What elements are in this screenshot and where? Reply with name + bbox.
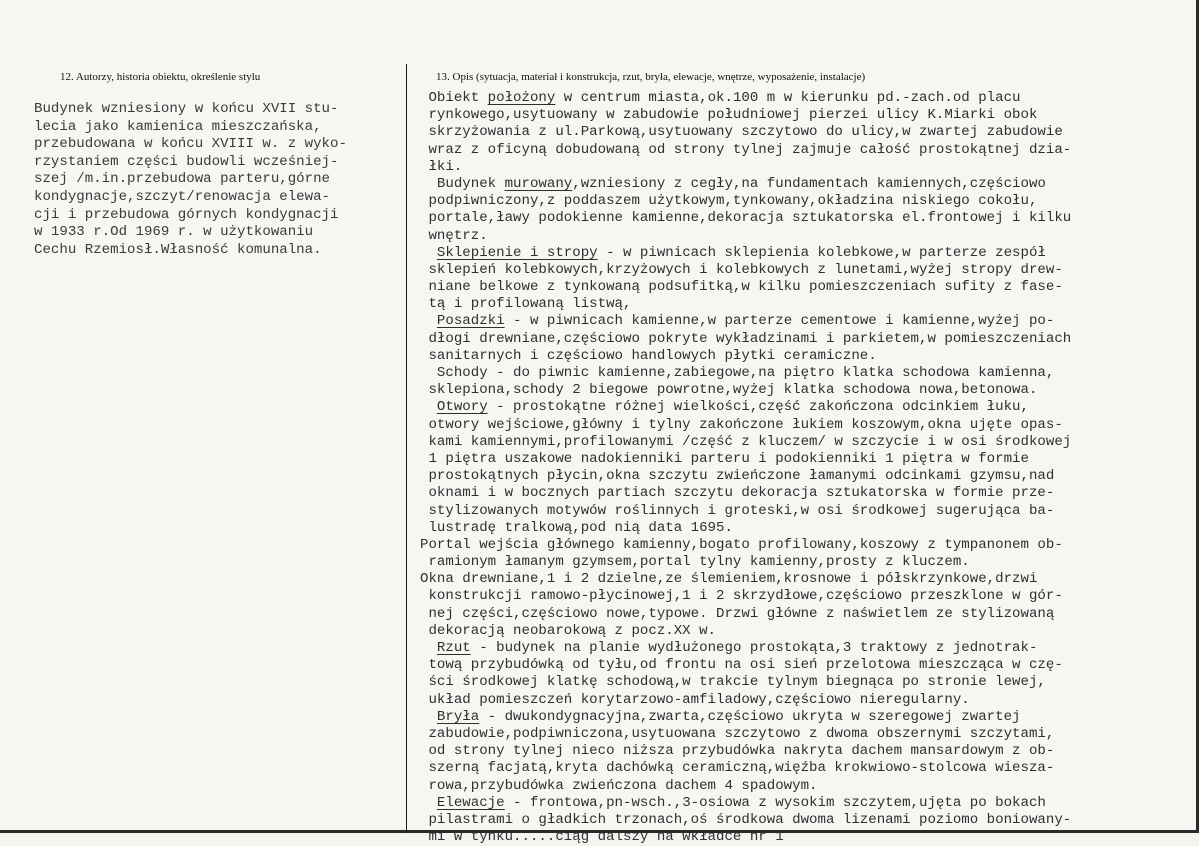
section-13-line: kami kamiennymi,profilowanymi /część z kluczem/ w szczycie i w osi środkowej xyxy=(420,433,1072,450)
section-13-line: Sklepienie i stropy - w piwnicach sklepienia kolebkowe,w parterze zespół xyxy=(436,244,1046,261)
section-13-line: nej części,częściowo nowe,typowe. Drzwi główne z naświetlem ze stylizowaną xyxy=(420,605,1055,622)
section-12-text xyxy=(34,101,404,259)
section-13-line: pilastrami o gładkich trzonach,oś środkowa dwoma lizenami poziomo boniowany- xyxy=(420,811,1072,828)
section-13-line: Schody - do piwnic kamienne,zabiegowe,na piętro klatka schodowa kamienna, xyxy=(420,365,1055,381)
section-12-line: cji i przebudowa górnych kondygnacji xyxy=(34,206,339,223)
section-12-line: Budynek wzniesiony w końcu XVII stu- xyxy=(34,101,339,117)
section-12-line: szej /m.in.przebudowa parteru,górne xyxy=(34,171,331,188)
section-13-line: sanitarnych i częściowo handlowych płytki ceramiczne. xyxy=(420,347,877,364)
section-13-text xyxy=(420,90,1198,846)
section-13-line: rowa,przybudówka zwieńczona dachem 4 spadowym. xyxy=(420,777,818,794)
section-13-line: dekoracją neobarokową z pocz.XX w. xyxy=(420,622,717,639)
section-13-line: niane belkowe z tynkowaną podsufitką,w kilku pomieszczeniach sufity z fase- xyxy=(420,279,1063,296)
section-13-line: lustradę tralkową,pod nią data 1695. xyxy=(420,519,733,536)
section-13-line: ramionym łamanym gzymsem,portal tylny kamienny,prosty z kluczem. xyxy=(420,554,970,571)
section-13-line: dłogi drewniane,częściowo pokryte wykładzinami i parkietem,w pomieszczeniach xyxy=(420,330,1072,347)
section-13-line: Posadzki - w piwnicach kamienne,w parterze cementowe i kamienne,wyżej po- xyxy=(436,313,1055,330)
section-13-header: 13. Opis (sytuacja, materiał i konstrukcja, rzut, bryła, elewacje, wnętrze, wyposażenie, instalacje) xyxy=(436,71,866,83)
section-13-line: łki. xyxy=(420,158,463,175)
section-13-line: układ pomieszczeń korytarzowo-amfiladowy,częściowo nieregularny. xyxy=(420,691,970,708)
section-13-line: sklepiona,schody 2 biegowe powrotne,wyżej klatka schodowa nowa,betonowa. xyxy=(420,382,1038,399)
section-13-line: podpiwniczony,z poddaszem użytkowym,tynkowany,okładzina niskiego cokołu, xyxy=(420,193,1038,210)
section-13-line: wnętrz. xyxy=(420,227,488,244)
section-13-line: Rzut - budynek na planie wydłużonego prostokąta,3 traktowy z jednotrak- xyxy=(436,640,1038,656)
section-13-line: konstrukcji ramowo-płycinowej,1 i 2 skrzydłowe,częściowo przeszklone w gór- xyxy=(420,588,1063,605)
section-13-line: prostokątnych płycin,okna szczytu zwieńczone łamanymi odcinkami gzymsu,nad xyxy=(420,468,1055,485)
section-13-line: Obiekt położony w centrum miasta,ok.100 m w kierunku pd.-zach.od placu xyxy=(420,90,1021,106)
section-13-line: Otwory - prostokątne różnej wielkości,część zakończona odcinkiem łuku, xyxy=(436,399,1029,416)
section-12-line: Cechu Rzemiosł.Własność komunalna. xyxy=(34,241,322,258)
section-13-line: mi w tynku.....ciąg dalszy na wkładce nr 1 xyxy=(420,829,784,846)
section-13-line: otwory wejściowe,główny i tylny zakończone łukiem koszowym,okna ujęte opas- xyxy=(420,416,1063,433)
section-13-line: Okna drewniane,1 i 2 dzielne,ze ślemieniem,krosnowe i półskrzynkowe,drzwi xyxy=(420,571,1038,588)
section-12-line: w 1933 r.Od 1969 r. w użytkowaniu xyxy=(34,224,314,241)
section-13-line: zabudowie,podpiwniczona,usytuowana szczytowo z dwoma obszernymi szczytami, xyxy=(420,725,1055,742)
section-13-line: rynkowego,usytuowany w zabudowie południowej pierzei ulicy K.Miarki obok xyxy=(420,107,1038,124)
section-13-line: wraz z oficyną dobudowaną od strony tylnej zajmuje całość prostokątnej dzia- xyxy=(420,141,1072,158)
section-13-line: Budynek murowany,wzniesiony z cegły,na fundamentach kamiennych,częściowo xyxy=(420,175,1046,192)
section-12-line: przebudowana w końcu XVIII w. z wyko- xyxy=(34,136,347,153)
section-13-line: 1 piętra uszakowe nadokienniki parteru i podokienniki 1 piętra w formie xyxy=(420,450,1029,467)
section-13-line: sklepień kolebkowych,krzyżowych i kolebkowych z lunetami,wyżej stropy drew- xyxy=(420,261,1063,278)
section-13-line: stylizowanych motywów roślinnych i groteski,w osi środkowej sugerująca ba- xyxy=(420,502,1055,519)
section-12-line: kondygnacje,szczyt/renowacja elewa- xyxy=(34,188,331,205)
section-13-line: skrzyżowania z ul.Parkową,usytuowany szczytowo do ulicy,w zwartej zabudowie xyxy=(420,124,1063,141)
section-13-line: ści środkowej klatkę schodową,w trakcie tylnym biegnąca po stronie lewej, xyxy=(420,674,1046,691)
section-13-line: od strony tylnej nieco niższa przybudówka nakryta dachem mansardowym z ob- xyxy=(420,743,1055,760)
section-13-line: tową przybudówką od tyłu,od frontu na osi sień przelotowa mieszcząca w czę- xyxy=(420,657,1063,674)
section-13-line: tą i profilowaną listwą, xyxy=(420,296,632,313)
section-13-line: Portal wejścia głównego kamienny,bogato profilowany,koszowy z tympanonem ob- xyxy=(420,536,1063,553)
section-13-line: Bryła - dwukondygnacyjna,zwarta,częściowo ukryta w szeregowej zwartej xyxy=(436,708,1021,725)
section-13-line: Elewacje - frontowa,pn-wsch.,3-osiowa z wysokim szczytem,ujęta po bokach xyxy=(436,794,1046,811)
section-13-line: portale,ławy podokienne kamienne,dekoracja sztukatorska el.frontowej i kilku xyxy=(420,210,1072,227)
section-13-line: szerną facjatą,kryta dachówką ceramiczną,więźba krokwiowo-stolcowa wiesza- xyxy=(420,760,1055,777)
section-13-line: oknami i w bocznych partiach szczytu dekoracja sztukatorska w formie prze- xyxy=(420,485,1055,502)
column-divider xyxy=(406,64,407,833)
section-12-line: lecia jako kamienica mieszczańska, xyxy=(34,118,322,135)
section-12-header: 12. Autorzy, historia obiektu, określenie stylu xyxy=(60,71,261,83)
section-12-line: rzystaniem części budowli wcześniej- xyxy=(34,153,339,170)
